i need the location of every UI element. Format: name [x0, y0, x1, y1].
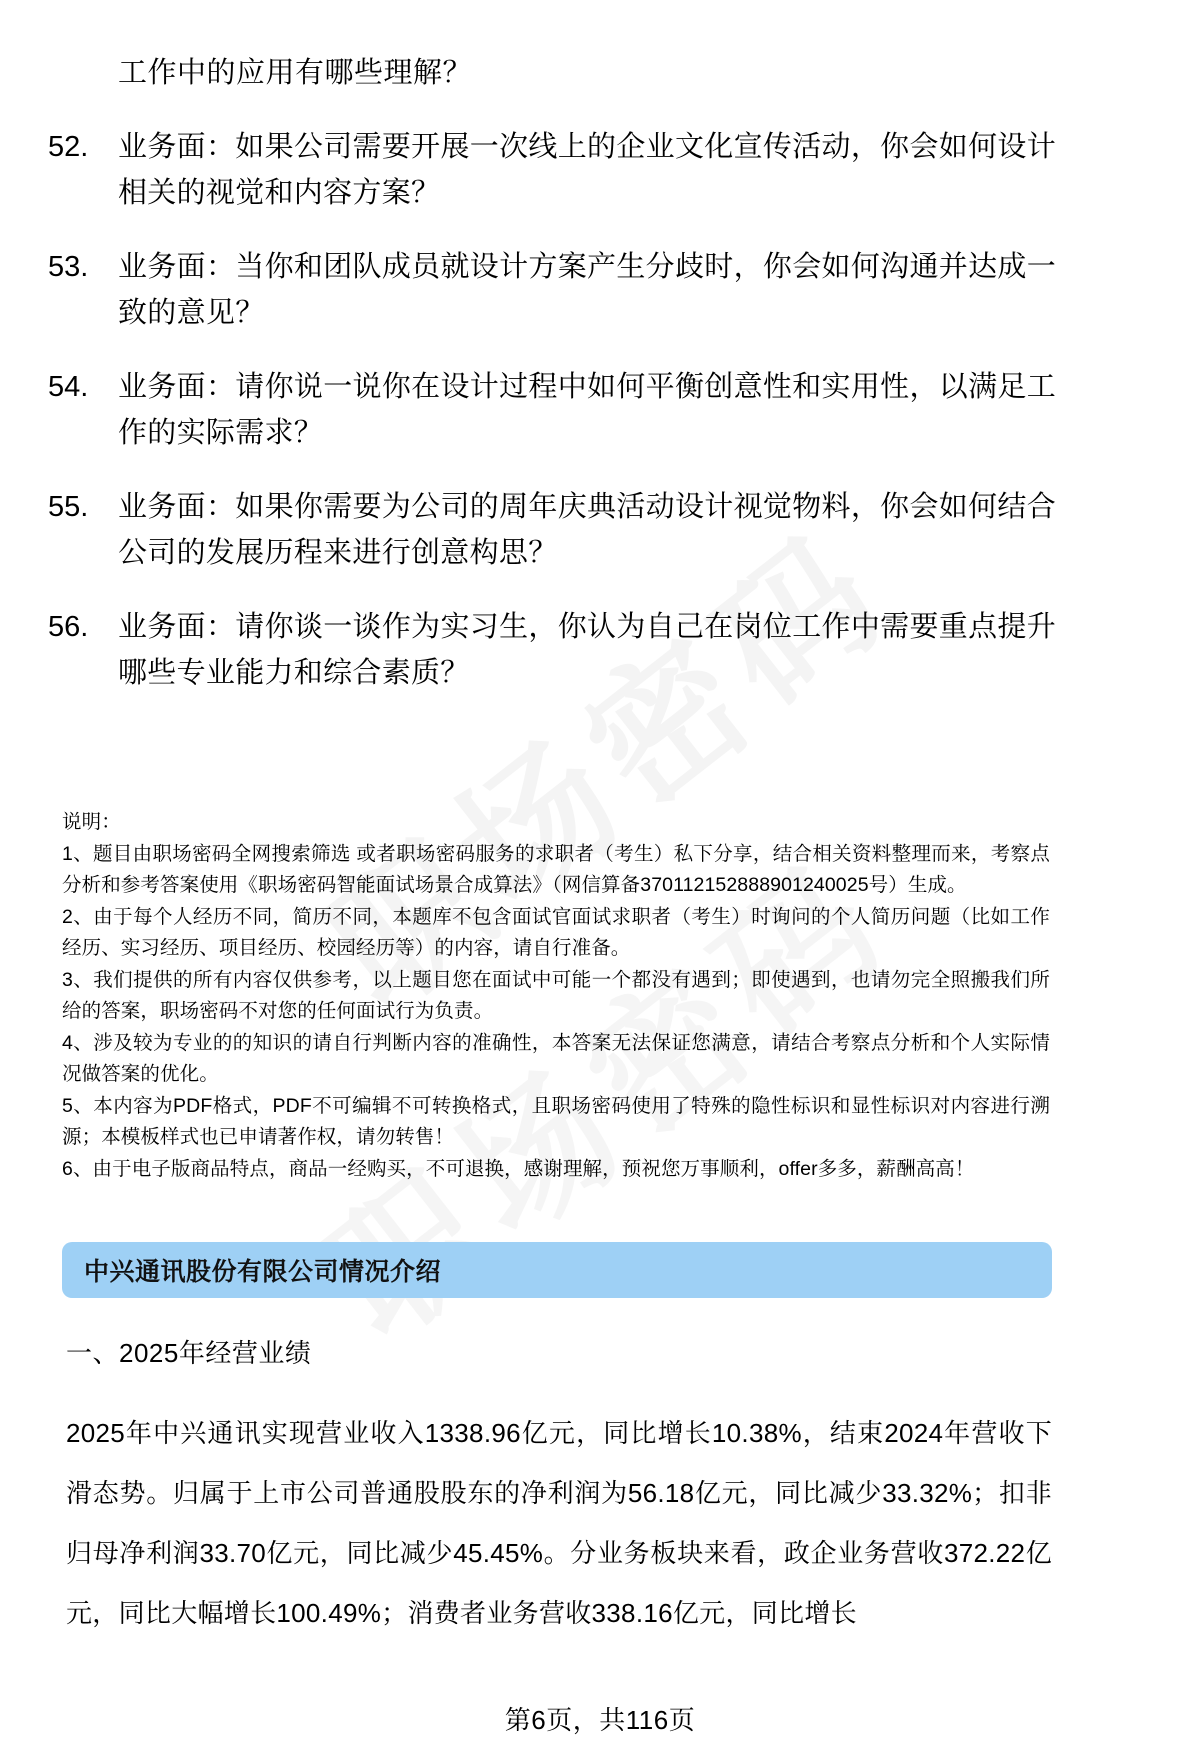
- body-paragraph: 2025年中兴通讯实现营业收入1338.96亿元，同比增长10.38%，结束2024年营收下滑态势。归属于上市公司普通股股东的净利润为56.18亿元，同比减少33.32%；扣非归母净利润33.70亿元，同比减少45.45%。分业务板块来看，政企业务营收372.22亿元，同比大幅增长100.49%；消费者业务营收338.16亿元，同比增长: [66, 1418, 1052, 1628]
- question-item: [46, 244, 1056, 336]
- notes-item: 2、由于每个人经历不同，简历不同，本题库不包含面试官面试求职者（考生）时询问的个人简历问题（比如工作经历、实习经历、项目经历、校园经历等）的内容，请自行准备。: [62, 905, 1050, 959]
- banner-title: 中兴通讯股份有限公司情况介绍: [84, 1258, 442, 1286]
- section-heading: 一、2025年经营业绩: [66, 1338, 312, 1368]
- question-item: [46, 604, 1056, 696]
- question-item: [46, 124, 1056, 216]
- notes-item: 6、由于电子版商品特点，商品一经购买，不可退换，感谢理解，预祝您万事顺利，offer多多，薪酬高高！: [62, 1157, 975, 1180]
- notes-item: 1、题目由职场密码全网搜索筛选 或者职场密码服务的求职者（考生）私下分享，结合相关资料整理而来，考察点分析和参考答案使用《职场密码智能面试场景合成算法》（网信算备370112152888901240025号）生成。: [62, 842, 1050, 896]
- question-text: 业务面：请你谈一谈作为实习生，你认为自己在岗位工作中需要重点提升哪些专业能力和综合素质？: [118, 611, 1056, 689]
- question-number: 56.: [48, 611, 89, 643]
- continued-question-line: 工作中的应用有哪些理解？: [118, 57, 473, 89]
- notes-item: 5、本内容为PDF格式，PDF不可编辑不可转换格式，且职场密码使用了特殊的隐性标识和显性标识对内容进行溯源；本模板样式也已申请著作权，请勿转售！: [62, 1094, 1050, 1148]
- question-item: [46, 484, 1056, 576]
- question-text: 业务面：如果公司需要开展一次线上的企业文化宣传活动，你会如何设计相关的视觉和内容方案？: [118, 131, 1056, 209]
- question-list: [46, 124, 1056, 724]
- question-number: 54.: [48, 371, 89, 403]
- question-number: 53.: [48, 251, 89, 283]
- page-footer: 第6页，共116页: [504, 1705, 696, 1735]
- question-text: 业务面：请你说一说你在设计过程中如何平衡创意性和实用性，以满足工作的实际需求？: [118, 371, 1056, 449]
- company-section-banner: [62, 1242, 1052, 1298]
- notes-title: 说明：: [62, 811, 121, 833]
- question-item: [46, 364, 1056, 456]
- question-number: 55.: [48, 491, 89, 523]
- question-number: 52.: [48, 131, 89, 163]
- question-text: 业务面：如果你需要为公司的周年庆典活动设计视觉物料，你会如何结合公司的发展历程来进行创意构思？: [118, 491, 1056, 569]
- notes-item: 4、涉及较为专业的的知识的请自行判断内容的准确性，本答案无法保证您满意，请结合考察点分析和个人实际情况做答案的优化。: [62, 1031, 1050, 1085]
- question-text: 业务面：当你和团队成员就设计方案产生分歧时，你会如何沟通并达成一致的意见？: [118, 251, 1056, 329]
- notes-section: [62, 807, 1050, 1185]
- notes-item: 3、我们提供的所有内容仅供参考，以上题目您在面试中可能一个都没有遇到；即使遇到，也请勿完全照搬我们所给的答案，职场密码不对您的任何面试行为负责。: [62, 968, 1050, 1022]
